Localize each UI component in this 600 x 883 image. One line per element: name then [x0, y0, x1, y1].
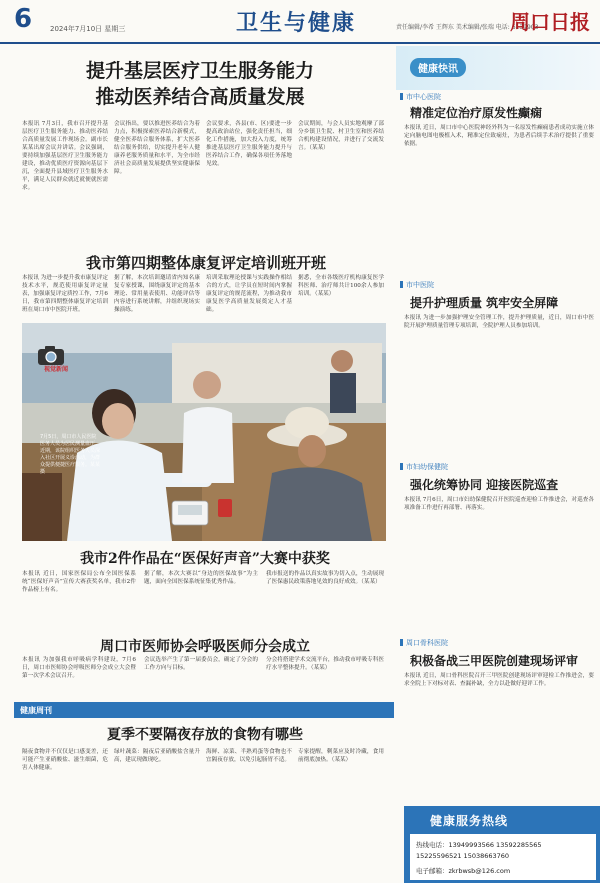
lead-column-3: 会议要求，各县(市、区)要进一步提高政治站位，强化责任担当，细化工作措施，加大投入力度，统筹推进基层医疗卫生服务能力提升与医养结合工作，确保各项任务落地见效。: [206, 121, 292, 167]
health-weekly-label: 健康周刊: [20, 706, 52, 715]
association-column-3: 分会将搭建学术交流平台，推动我市呼吸专科医疗水平整体提升。（某某）: [266, 657, 384, 671]
grade-a-review-text: 本报讯 近日，周口骨科医院召开三甲医院创建现场评审迎检工作推进会，要求全院上下对标对表、查漏补缺，全力以赴做好迎评工作。: [404, 673, 594, 687]
hotline-title: 健康服务热线: [430, 814, 509, 828]
editor-credits: 责任编辑/李希 王辉东 美术编辑/张瑞 电话: 6139903: [396, 24, 539, 31]
paper-logo: 周口日报: [510, 10, 590, 34]
hotline-phones-1[interactable]: 热线电话：13949993566 13592285565: [416, 841, 542, 849]
hotline-email[interactable]: 电子邮箱：zkrbwsb@126.com: [416, 867, 511, 875]
maternity-hospital-label: 市妇幼保健院: [400, 462, 448, 472]
hotline-phones-2[interactable]: 15225596521 15038663760: [416, 852, 510, 860]
tcm-hospital-label: 市中医院: [400, 280, 434, 290]
leftover-food-headline[interactable]: 夏季不要隔夜存放的食物有哪些: [107, 727, 303, 743]
lead-headline[interactable]: [30, 58, 370, 110]
rehab-column-2: 据了解，本次培训邀请省内知名康复专家授课，围绕康复评定的基本理论、常用量表使用、功能评估等内容进行系统讲解，并组织现场实操演练。: [114, 275, 200, 313]
lead-headline-line1: 提升基层医疗卫生服务能力: [85, 60, 314, 82]
section-title: 卫生与健康: [236, 10, 357, 36]
issue-date: 2024年7月10日 星期三: [50, 25, 126, 33]
visual-news-badge: 视觉新闻: [44, 366, 69, 373]
rehab-column-4: 据悉，全市各级医疗机构康复医学科医师、治疗师共计100余人参加培训。（某某）: [298, 275, 384, 297]
association-column-2: 会议选举产生了第一届委员会，确定了分会的工作方向与目标。: [144, 657, 258, 671]
epilepsy-headline[interactable]: 精准定位治疗原发性癫痫: [410, 106, 543, 120]
association-column-1: 本报讯 为加强我市呼吸病学科建设，7月6日，周口市医师协会呼吸医师分会成立大会暨第一次学术会议召开。: [22, 657, 136, 679]
food-column-4: 专家提醒，剩菜应及时冷藏，食用前彻底加热。（某某）: [298, 749, 384, 763]
food-column-3: 海鲜、凉菜、半熟鸡蛋等食物也不宜隔夜存放，以免引起肠胃不适。: [206, 749, 292, 763]
lead-column-2: 会议指出，要以推进医养结合为着力点，积极探索医养结合新模式，健全医养结合服务体系，扩大医养结合服务供给，切实提升老年人健康养老服务质量和水平，为全市经济社会高质量发展提供坚实健康保障。: [114, 121, 200, 175]
inspection-text: 本报讯 7月6日，周口市妇幼保健院召开医院巡查迎检工作推进会，对巡查各项准备工作进行再部署、再落实。: [404, 497, 594, 511]
award-column-2: 据了解，本次大赛以“身边的医保故事”为主题，面向全国医保系统征集优秀作品。: [144, 571, 258, 585]
inspection-headline[interactable]: 强化统筹协同 迎接医院巡查: [410, 478, 559, 492]
physician-association-headline[interactable]: 周口市医师协会呼吸医师分会成立: [100, 639, 310, 655]
food-column-2: 绿叶蔬菜：隔夜后亚硝酸盐含量升高，建议现做现吃。: [114, 749, 200, 763]
epilepsy-text: 本报讯 近日，周口市中心医院神经外科为一名原发性癫痫患者成功实施立体定向脑电图电极植入术，精准定位致痫灶，为患者后续手术治疗提供了重要依据。: [404, 125, 594, 147]
health-weekly-bar: [14, 702, 394, 718]
rehab-column-1: 本报讯 为进一步提升我市康复评定技术水平，规范使用康复评定量表，加强康复评定质控工作，7月6日，我市第四期整体康复评定培训班在周口市中医院开班。: [22, 275, 108, 313]
insurance-award-headline[interactable]: 我市2件作品在“医保好声音”大赛中获奖: [80, 551, 330, 567]
lead-column-4: 会议期间，与会人员实地观摩了部分乡镇卫生院、村卫生室和医养结合机构建设情况，并进行了交流发言。（某某）: [298, 121, 384, 151]
nursing-quality-headline[interactable]: 提升护理质量 筑牢安全屏障: [410, 296, 559, 310]
central-hospital-label: 市中心医院: [400, 92, 441, 102]
nursing-quality-text: 本报讯 为进一步加强护理安全管理工作，提升护理质量，近日，周口市中医院开展护理质量管理专项培训，全院护理人员参加培训。: [404, 315, 594, 329]
page-number: 6: [14, 4, 33, 34]
health-news-title: 健康快讯: [410, 58, 466, 77]
award-column-1: 本报讯 近日，国家医保局公布全国医保系统“医保好声音”宣传大赛获奖名单，我市2件作品榜上有名。: [22, 571, 136, 593]
grade-a-review-headline[interactable]: 积极备战三甲医院创建现场评审: [410, 654, 579, 668]
award-column-3: 我市报送的作品以真实故事为切入点，生动展现了医保惠民政策落地见效的良好成效。（某某）: [266, 571, 384, 585]
photo-caption: 7月5日，周口市人民医院医务人员为居民测量血压。近期，该院组织医务人员深入社区开展义诊活动，为群众提供便捷医疗服务。某某 摄: [40, 434, 101, 475]
lead-column-1: 本报讯 7月3日，我市召开提升基层医疗卫生服务能力、推动医养结合高质量发展工作现场会。副市长某某出席会议并讲话。会议强调，要持续加强基层医疗卫生服务能力建设，推动优质医疗资源向基层下沉，全面提升县域医疗卫生服务水平，满足人民群众就近就便就医需求。: [22, 121, 108, 191]
orthopedic-hospital-label: 周口骨科医院: [400, 638, 448, 648]
rehab-training-headline[interactable]: 我市第四期整体康复评定培训班开班: [85, 254, 326, 272]
food-column-1: 隔夜食物并不仅仅是口感变差，还可能产生亚硝酸盐、滋生细菌，危害人体健康。: [22, 749, 108, 771]
rehab-column-3: 培训采取理论授课与实践操作相结合的方式，让学员在短时间内掌握康复评定的规范流程，为推动我市康复医学高质量发展奠定人才基础。: [206, 275, 292, 313]
lead-headline-line2: 推动医养结合高质量发展: [95, 86, 305, 108]
